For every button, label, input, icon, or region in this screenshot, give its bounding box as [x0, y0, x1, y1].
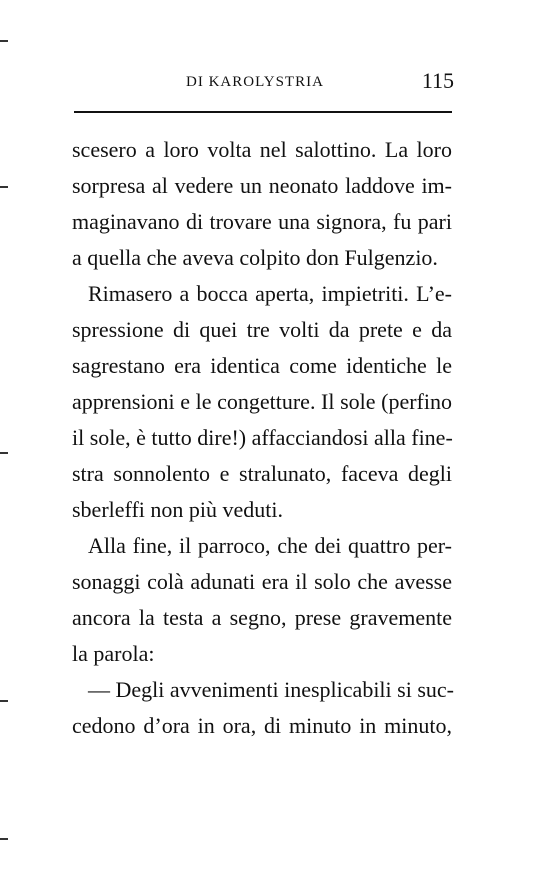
header-rule: [74, 111, 452, 113]
running-title: DI KAROLYSTRIA: [186, 74, 324, 90]
margin-mark: [0, 700, 8, 702]
text-line: ancora la testa a segno, prese gravemente: [72, 605, 452, 630]
margin-mark: [0, 452, 8, 454]
text-line: sorpresa al vedere un neonato laddove im-: [72, 173, 452, 198]
text-line: sonaggi colà adunati era il solo che avesse: [72, 569, 452, 594]
margin-mark: [0, 186, 8, 188]
text-line: la parola:: [72, 641, 155, 666]
margin-mark: [0, 838, 8, 840]
page-header: [74, 66, 454, 96]
text-line: spressione di quei tre volti da prete e da: [72, 317, 452, 342]
text-line: apprensioni e le congetture. Il sole (perfino: [72, 389, 452, 414]
margin-mark: [0, 40, 8, 42]
text-line: cedono d’ora in ora, di minuto in minuto,: [72, 713, 452, 738]
text-line: il sole, è tutto dire!) affacciandosi alla fine-: [72, 425, 453, 450]
text-line: sberleffi non più veduti.: [72, 497, 283, 522]
text-line: sagrestano era identica come identiche le: [72, 353, 452, 378]
text-line: scesero a loro volta nel salottino. La loro: [72, 137, 452, 162]
page-number: 115: [421, 68, 454, 93]
text-line: — Degli avvenimenti inesplicabili si suc-: [88, 677, 454, 702]
text-line: maginavano di trovare una signora, fu pari: [72, 209, 452, 234]
text-line: Alla fine, il parroco, che dei quattro per-: [88, 533, 452, 558]
text-line: stra sonnolento e stralunato, faceva degli: [72, 461, 452, 486]
body-text: [72, 132, 452, 744]
text-line: a quella che aveva colpito don Fulgenzio.: [72, 245, 438, 270]
text-line: Rimasero a bocca aperta, impietriti. L’e-: [88, 281, 452, 306]
